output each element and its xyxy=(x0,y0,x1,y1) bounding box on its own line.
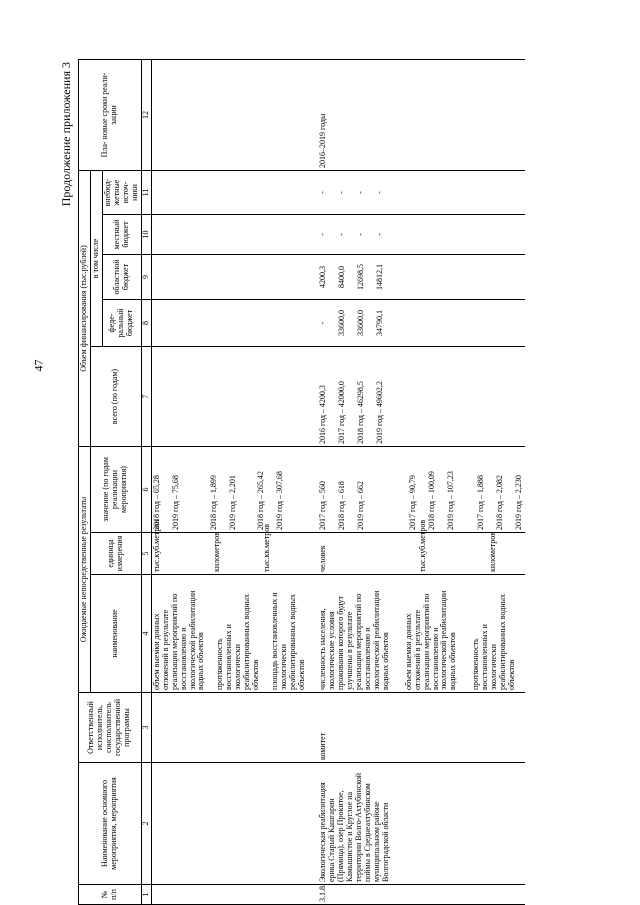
col-number: 2 xyxy=(141,763,151,885)
header-value: значение (по годам реализации мероприятия) xyxy=(90,447,141,533)
indicator-value: 2018 год – 265,42 xyxy=(255,471,265,530)
indicator-value: 2017 год – 560 xyxy=(318,481,328,530)
funding-value: 33600,0 xyxy=(336,310,346,336)
indicator-units xyxy=(318,519,525,575)
funding-value: - xyxy=(355,233,365,236)
funding-value: - xyxy=(355,191,365,194)
funding-federal xyxy=(318,300,525,347)
indicator-value: 2017 год – 1,888 xyxy=(475,475,485,530)
header-executor: Ответственный исполнитель, соисполнитель государственной программы xyxy=(79,693,142,763)
funding-value: - xyxy=(318,321,328,325)
header-federal: феде- ральный бюджет xyxy=(102,300,141,347)
col-number: 11 xyxy=(141,170,151,214)
funding-value: 33600,0 xyxy=(355,310,365,336)
header-funding: Объем финансирования (тыс.рублей) xyxy=(79,170,91,446)
indicator-name: численность населения, экологические условия проживания которого будут улучшены в результате реализации мероприятий по восстановлению и экологической реабилитации водных объектов xyxy=(318,590,390,690)
col-number: 1 xyxy=(141,885,151,905)
top-indicator-values xyxy=(151,447,318,533)
indicator-value: 2019 год – 2,201 xyxy=(227,475,237,530)
event-name: Экологическая реабилитация ерика Старый Кашгарин (Прямица), озер Прокитое, Камышистое и Круглое на территории Волго-Ахтубинской поймы в Среднеахтубинском муниципальном районе Волгоградской области xyxy=(318,763,525,885)
indicator-unit: тыс.кв.метров xyxy=(261,523,271,572)
funding-local xyxy=(318,215,525,255)
header-event-name: Наименование основного мероприятия, мероприятия xyxy=(79,763,142,885)
funding-value: 2016 год – 4200,3 xyxy=(318,385,328,444)
funding-value: - xyxy=(336,191,346,194)
indicator-value: 2019 год – 107,23 xyxy=(445,471,455,530)
col-number: 9 xyxy=(141,255,151,300)
appendix-table xyxy=(78,59,525,905)
funding-value: 2017 год – 42000,0 xyxy=(336,381,346,444)
top-indicator-units xyxy=(151,519,318,575)
indicator-value: 2019 год – 75,68 xyxy=(170,475,180,530)
indicator-value: 2018 год – 618 xyxy=(336,481,346,530)
header-total: всего (по годам) xyxy=(90,347,141,447)
col-number: 5 xyxy=(141,533,151,575)
terms: 2016–2019 годы xyxy=(318,59,525,170)
page-number: 47 xyxy=(31,359,46,372)
indicator-value: 2018 год – 1,899 xyxy=(208,475,218,530)
indicator-value: 2019 год – 662 xyxy=(355,481,365,530)
header-extrabudget: внебюд- жетные источ- ники xyxy=(102,170,141,214)
rotated-table-sheet xyxy=(60,60,590,905)
header-num: № п/п xyxy=(79,885,142,905)
col-number: 4 xyxy=(141,575,151,693)
indicator-names xyxy=(318,575,525,693)
indicator-name: протяженность восстановленных и экологически реабилитированных водных объектов xyxy=(215,594,261,690)
funding-value: 2019 год – 49602,2 xyxy=(374,381,384,444)
indicator-unit: километров xyxy=(211,532,221,572)
funding-value: 8400,0 xyxy=(336,266,346,288)
funding-total xyxy=(318,347,525,447)
continuation-title: Продолжение приложения 3 xyxy=(59,62,73,207)
funding-value: - xyxy=(318,191,328,194)
col-number: 6 xyxy=(141,447,151,533)
indicator-name: площадь восстановленных и экологически реабилитированных водных объектов xyxy=(270,592,307,690)
funding-value: - xyxy=(374,191,384,194)
indicator-name: объем выемки донных отложений в результате реализации мероприятий по восстановлению и экологической реабилитации водных объектов xyxy=(151,590,206,690)
funding-value: - xyxy=(318,233,328,236)
header-result-name: наименование xyxy=(90,575,141,693)
indicator-value: 2019 год – 307,68 xyxy=(274,471,284,530)
header-terms: Пла- новые сроки реали- зации xyxy=(79,59,142,170)
funding-value: 34790,1 xyxy=(374,310,384,336)
col-number: 7 xyxy=(141,347,151,447)
header-local: местный бюджет xyxy=(102,215,141,255)
col-number: 12 xyxy=(141,59,151,170)
header-including: в том числе xyxy=(90,170,102,346)
funding-value: - xyxy=(336,233,346,236)
top-indicator-names xyxy=(151,575,318,693)
header-unit: единица измерения xyxy=(90,533,141,575)
funding-value: - xyxy=(374,233,384,236)
funding-value: 12698,5 xyxy=(355,264,365,290)
col-number: 8 xyxy=(141,300,151,347)
executor: комитет xyxy=(318,693,525,763)
indicator-value: 2017 год – 90,79 xyxy=(407,475,417,530)
indicator-value: 2019 год – 2,230 xyxy=(513,475,523,530)
indicator-name: объем выемки донных отложений в результате реализации мероприятий по восстановлению и экологической реабилитации водных объектов xyxy=(403,590,458,690)
header-results: Ожидаемые непосредственные результаты xyxy=(79,447,91,693)
indicator-value: 2018 год – 100,09 xyxy=(426,471,436,530)
col-number: 3 xyxy=(141,693,151,763)
indicator-unit: тыс.куб.метров xyxy=(151,519,161,572)
funding-value: 4200,3 xyxy=(318,266,328,288)
header-regional: областной бюджет xyxy=(102,255,141,300)
col-number: 10 xyxy=(141,215,151,255)
funding-value: 14812,1 xyxy=(374,264,384,290)
indicator-value: 2018 год – 2,082 xyxy=(494,475,504,530)
indicator-name: протяженность восстановленных и экологически реабилитированных водных объектов xyxy=(471,594,517,690)
row-num: 3.1.8. xyxy=(318,885,525,905)
funding-value: 2018 год – 46298,5 xyxy=(355,381,365,444)
indicator-unit: километров xyxy=(488,532,498,572)
funding-extrabudget xyxy=(318,170,525,214)
indicator-value: 2018 год – 65,28 xyxy=(151,475,161,530)
indicator-unit: человек xyxy=(318,545,328,572)
indicator-unit: тыс.куб.метров xyxy=(418,519,428,572)
funding-regional xyxy=(318,255,525,300)
